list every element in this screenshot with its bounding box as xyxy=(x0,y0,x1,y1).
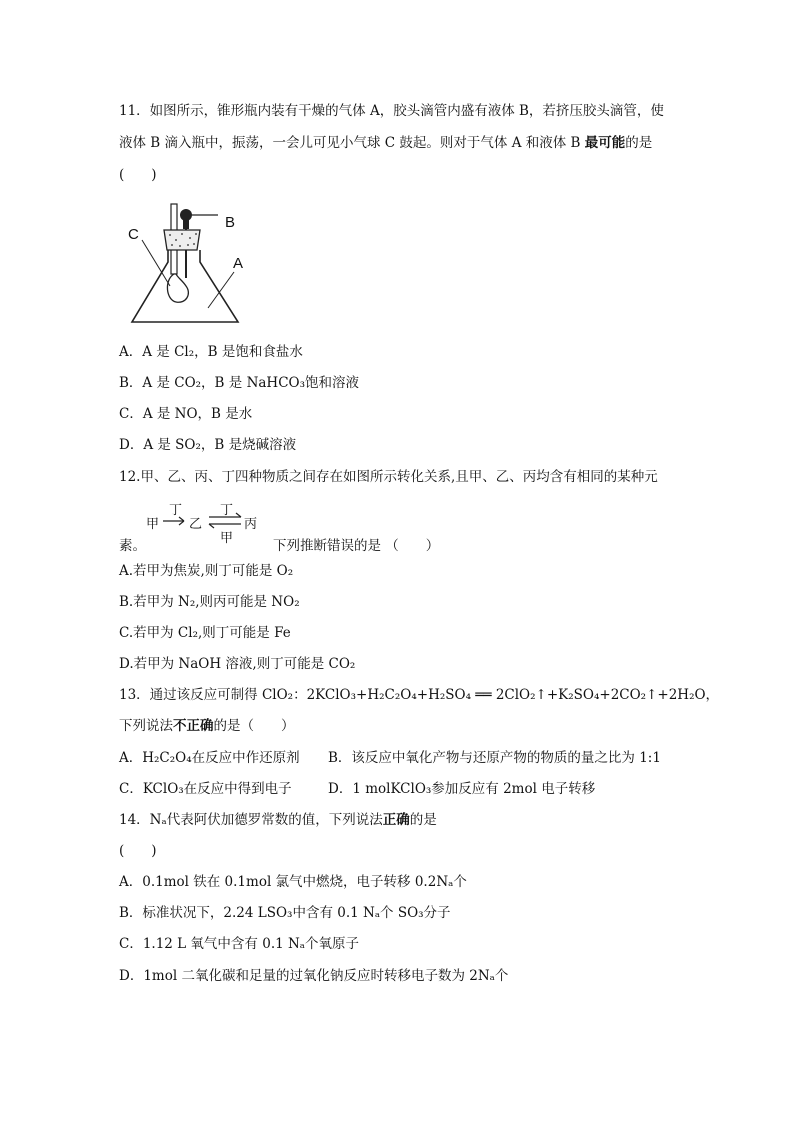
fig-jia: 甲 xyxy=(146,517,160,532)
q13-option-b: B．该反应中氧化产物与还原产物的物质的量之比为 1:1 xyxy=(328,750,661,766)
q11-option-b: B．A 是 CO₂，B 是 NaHCO₃饱和溶液 xyxy=(119,375,360,391)
q12-option-a: A.若甲为焦炭,则丁可能是 O₂ xyxy=(119,563,294,579)
q14-emphasis: 正确 xyxy=(382,812,410,828)
q12-option-c: C.若甲为 Cl₂,则丁可能是 Fe xyxy=(119,625,291,641)
q13-stem-line2 xyxy=(119,717,295,735)
q11-stem-text: 液体 B 滴入瓶中，振荡，一会儿可见小气球 C 鼓起。则对于气体 A 和液体 B xyxy=(119,135,585,151)
label-c-leader xyxy=(142,240,170,286)
q12-stem: 12.甲、乙、丙、丁四种物质之间存在如图所示转化关系,且甲、乙、丙均含有相同的某种元 xyxy=(119,469,658,485)
q13-stem-tail: 的是（ ） xyxy=(213,718,295,734)
label-a-leader xyxy=(208,272,234,308)
q14-stem-tail: 的是 xyxy=(409,812,437,828)
balloon-c xyxy=(167,274,188,302)
label-c: C xyxy=(128,226,139,243)
q14-option-b: B．标准状况下，2.24 LSO₃中含有 0.1 Nₐ个 SO₃分子 xyxy=(119,905,451,921)
q12-option-d: D.若甲为 NaOH 溶液,则丁可能是 CO₂ xyxy=(119,656,356,672)
q11-emphasis: 最可能 xyxy=(584,135,626,151)
q11-option-c: C．A 是 NO，B 是水 xyxy=(119,406,253,422)
q12-option-b: B.若甲为 N₂,则丙可能是 NO₂ xyxy=(119,594,300,610)
fig-ding-1: 丁 xyxy=(169,503,183,518)
fig-jia-2: 甲 xyxy=(220,531,234,546)
q14-answer-paren: ( ) xyxy=(119,843,157,859)
q13-option-d: D．1 molKClO₃参加反应有 2mol 电子转移 xyxy=(328,781,596,797)
q13-emphasis: 不正确 xyxy=(173,718,214,734)
fig-yi: 乙 xyxy=(189,517,203,532)
q14-option-a: A．0.1mol 铁在 0.1mol 氯气中燃烧，电子转移 0.2Nₐ个 xyxy=(119,874,467,890)
q12-stem-end: 素。 xyxy=(119,538,146,554)
q11-flask-figure xyxy=(120,200,260,330)
q13-option-a: A．H₂C₂O₄在反应中作还原剂 xyxy=(119,750,300,766)
q12-conversion-figure xyxy=(146,498,276,544)
q11-stem-tail: 的是 xyxy=(625,135,653,151)
label-a: A xyxy=(233,255,244,272)
fig-ding-2: 丁 xyxy=(220,503,234,518)
q13-stem-text: 下列说法 xyxy=(119,718,173,734)
q11-stem-line2 xyxy=(119,134,652,152)
q11-answer-paren: ( ) xyxy=(119,167,157,183)
q11-option-d: D．A 是 SO₂，B 是烧碱溶液 xyxy=(119,437,297,453)
q14-option-d: D．1mol 二氧化碳和足量的过氧化钠反应时转移电子数为 2Nₐ个 xyxy=(119,968,509,984)
label-b: B xyxy=(225,214,236,231)
q14-option-c: C．1.12 L 氧气中含有 0.1 Nₐ个氧原子 xyxy=(119,936,360,952)
q13-option-c: C．KClO₃在反应中得到电子 xyxy=(119,781,292,797)
q13-stem-line1: 13．通过该反应可制得 ClO₂：2KClO₃+H₂C₂O₄+H₂SO₄ ══ 2ClO₂↑+K₂SO₄+2CO₂↑+2H₂O， xyxy=(119,687,720,703)
q11-option-a: A．A 是 Cl₂，B 是饱和食盐水 xyxy=(119,344,303,360)
q11-stem-line1: 11．如图所示，锥形瓶内装有干燥的气体 A，胶头滴管内盛有液体 B，若挤压胶头滴管，使 xyxy=(119,103,664,119)
q12-question: 下列推断错误的是 （ ） xyxy=(273,538,440,554)
fig-bing: 丙 xyxy=(244,517,258,532)
q14-stem-text: 14．Nₐ代表阿伏加德罗常数的值，下列说法 xyxy=(119,812,383,828)
q14-stem xyxy=(119,811,437,829)
